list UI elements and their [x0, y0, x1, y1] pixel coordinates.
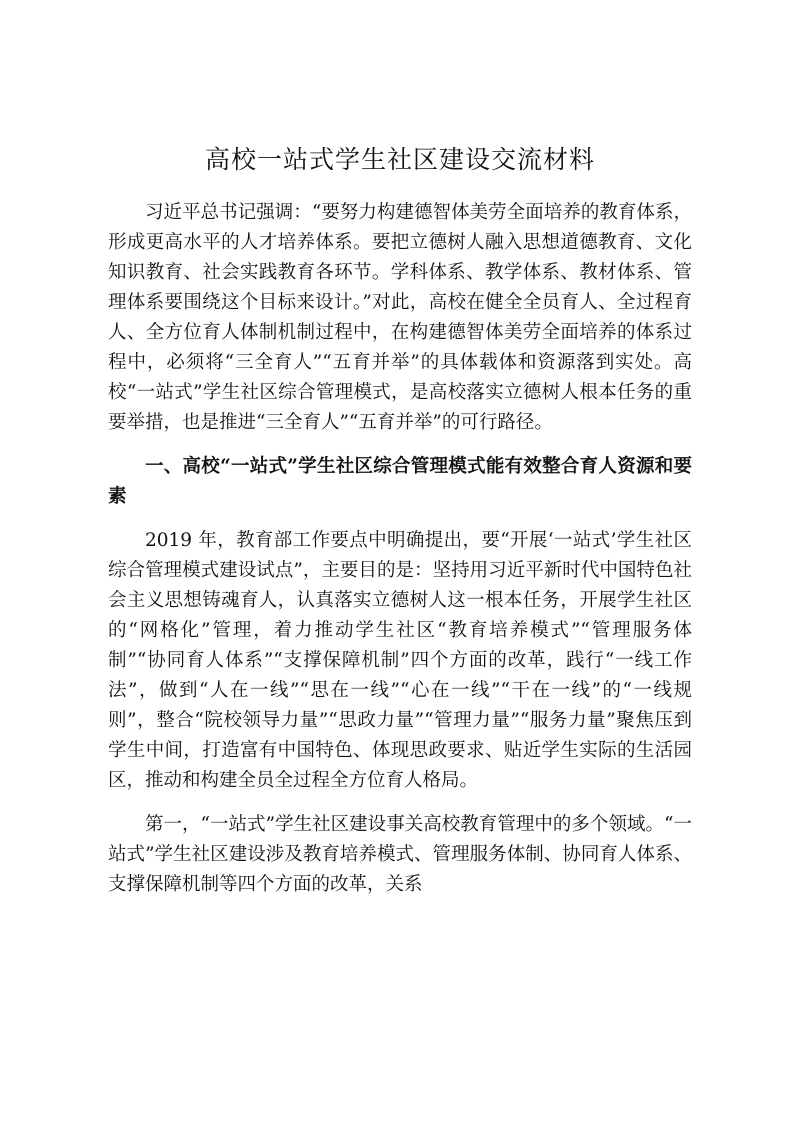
section-heading: 一、高校“一站式”学生社区综合管理模式能有效整合育人资源和要素 [108, 456, 692, 507]
intro-paragraph: 习近平总书记强调：“要努力构建德智体美劳全面培养的教育体系，形成更高水平的人才培养体系。要把立德树人融入思想道德教育、文化知识教育、社会实践教育各环节。学科体系、教学体系、教材体系、管理体系要围绕这个目标来设计。”对此，高校在健全全员育人、全过程育人、全方位育人体制机制过程中，在构建德智体美劳全面培养的体系过程中，必须将“三全育人”“五育并举”的具体载体和资源落到实处。高校“一站式”学生社区综合管理模式，是高校落实立德树人根本任务的重要举措，也是推进“三全育人”“五育并举”的可行路径。 [108, 202, 692, 433]
document-title: 高校一站式学生社区建设交流材料 [204, 145, 595, 174]
section-paragraph-2: 第一，“一站式”学生社区建设事关高校教育管理中的多个领域。“一站式”学生社区建设涉及教育培养模式、管理服务体制、协同育人体系、支撑保障机制等四个方面的改革，关系 [108, 814, 692, 895]
section-paragraph-1: 2019 年，教育部工作要点中明确提出，要“开展‘一站式’学生社区综合管理模式建设试点”，主要目的是：坚持用习近平新时代中国特色社会主义思想铸魂育人，认真落实立德树人这一根本任务，开展学生社区的“网格化”管理，着力推动学生社区“教育培养模式”“管理服务体制”“协同育人体系”“支撑保障机制”四个方面的改革，践行“一线工作法”，做到“人在一线”“思在一线”“心在一线”“干在一线”的“一线规则”，整合“院校领导力量”“思政力量”“管理力量”“服务力量”聚焦压到学生中间，打造富有中国特色、体现思政要求、贴近学生实际的生活园区，推动和构建全员全过程全方位育人格局。 [108, 530, 692, 791]
document-body [108, 140, 692, 900]
